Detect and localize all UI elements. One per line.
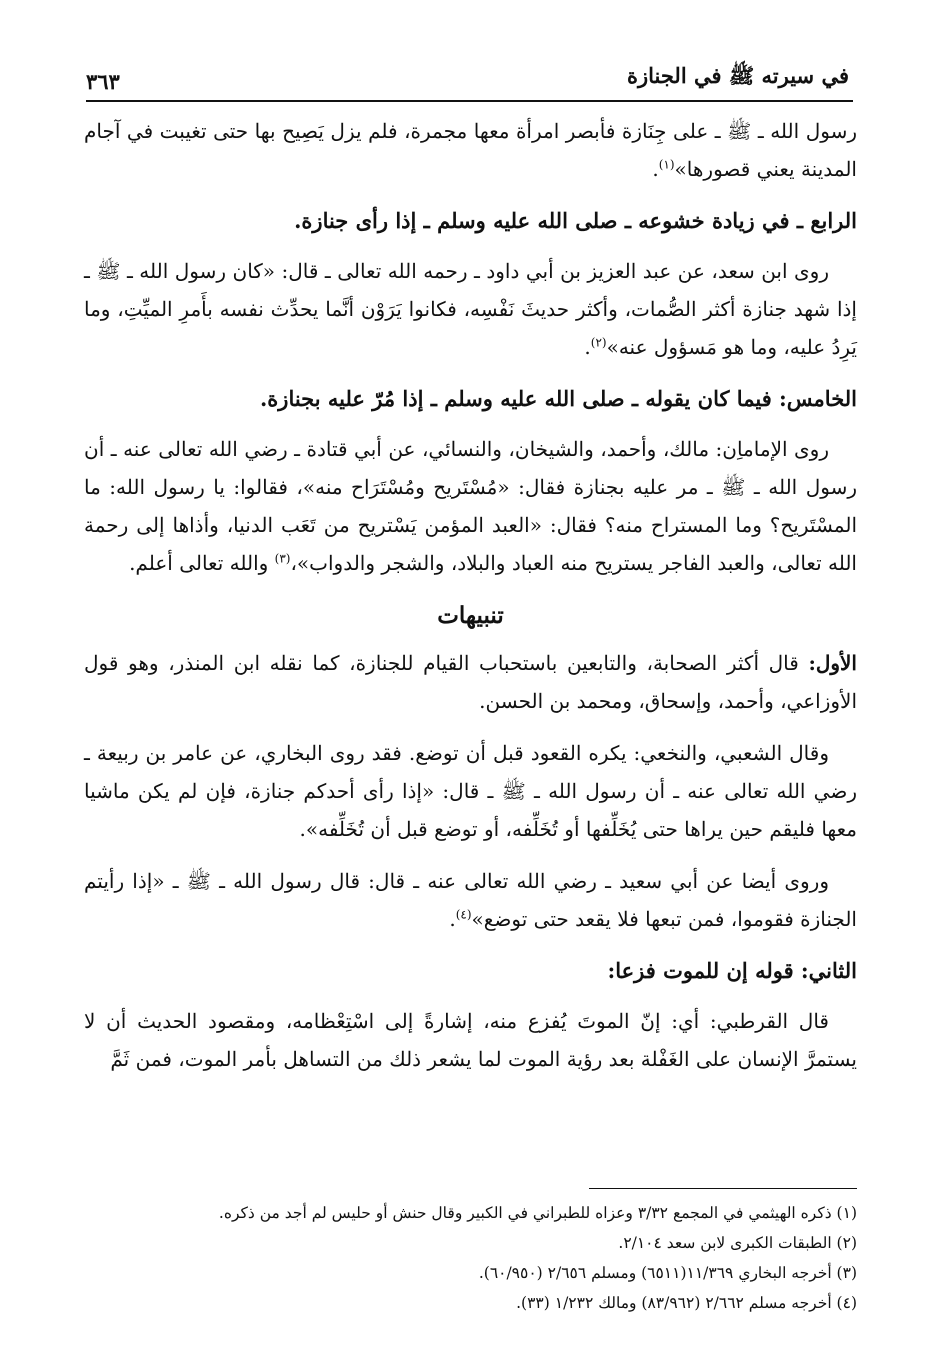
footnote-ref: (٤): [455, 907, 472, 922]
footnote: (٣) أخرجه البخاري ١١/٣٦٩(٦٥١١) ومسلم ٢/٦٥٦ (٦٠/٩٥٠).: [478, 1264, 857, 1282]
footnote-rule: [589, 1188, 857, 1189]
paragraph: [84, 430, 857, 582]
paragraph-text: وقال الشعبي، والنخعي: يكره القعود قبل أن توضع. فقد روى البخاري، عن عامر بن ربيعة ـ رضي الله تعالى عنه ـ أن رسول الله ـ ﷺ ـ قال: «إذا رأى أحدكم جنازة، فإن لم يكن ماشيا معها فليقم حين يراها حتى يُخَلِّفها أو تُخَلِّفه، أو توضع قبل أن تُخَلِّفه».: [84, 741, 857, 841]
paragraph: روى ابن سعد، عن عبد العزيز بن أبي داود ـ رحمه الله تعالى ـ قال: «كان رسول الله ـ ﷺ ـ إذا شهد جنازة أكثر الصُّمات، وأكثر حديثَ نَفْسِه، فكانوا يَرَوْن أنَّما يحدِّث نفسه بأَمرِ الميِّتِ، وما يَرِدُ عليه، وما هو مَسؤول عنه»$^{(٢)}$.: [84, 259, 857, 359]
paragraph-text: روى الإماماِن: مالك، وأحمد، والشيخان، والنسائي، عن أبي قتادة ـ رضي الله تعالى عنه ـ أن رسول الله ـ ﷺ ـ مر عليه بجنازة فقال: «مُسْتَريح ومُسْتَرَاح منه»، فقالوا: يا رسول الله: ما المسْتَريح؟ وما المستراح منه؟ فقال: «العبد المؤمن يَسْتريح من تَعَب الدنيا، وأذاها إلى رحمة الله تعالى، والعبد الفاجر يستريح منه العباد والبلاد، والشجر والدواب»،: [84, 437, 857, 575]
paragraph-text: روى ابن سعد، عن عبد العزيز بن أبي داود ـ رحمه الله تعالى ـ قال: «كان رسول الله ـ ﷺ ـ إذا شهد جنازة أكثر الصُّمات، وأكثر حديثَ نَفْسِه، فكانوا يَرَوْن أنَّما يحدِّث نفسه بأَمرِ الميِّتِ، وما يَرِدُ عليه، وما هو مَسؤول عنه»: [84, 259, 857, 359]
paragraph-ending: والله تعالى أعلم.: [129, 551, 269, 575]
paragraph: [84, 1002, 857, 1078]
footnotes: [84, 1198, 857, 1318]
footnote: (١) ذكره الهيثمي في المجمع ٣/٣٢ وعزاه للطبراني في الكبير وقال حنش أو حليس لم أجد من ذكره.: [218, 1204, 857, 1222]
point-label-first: الأول:: [808, 651, 857, 675]
paragraph: [84, 644, 857, 720]
section-title: تنبيهات: [437, 602, 504, 629]
paragraph-text: قال أكثر الصحابة، والتابعين باستحباب القيام للجنازة، كما نقله ابن المنذر، وهو قول الأوزاعي، وأحمد، وإسحاق، ومحمد بن الحسن.: [84, 651, 857, 713]
footnote-ref: (٢): [590, 335, 607, 350]
paragraph: رسول الله ـ ﷺ ـ على جِنَازة فأبصر امرأة معها مجمرة، فلم يزل يَصِيح بها حتى تغيبت في آجام المدينة يعني قصورها»$^{(١)}$.: [84, 119, 857, 181]
footnote: (٢) الطبقات الكبرى لابن سعد ٢/١٠٤.: [618, 1234, 857, 1252]
subheading-second: الثاني: قوله إن للموت فزعا:: [607, 958, 857, 983]
paragraph-text: رسول الله ـ ﷺ ـ على جِنَازة فأبصر امرأة معها مجمرة، فلم يزل يَصِيح بها حتى تغيبت في آجام المدينة يعني قصورها»: [84, 119, 857, 181]
chapter-title: في سيرته ﷺ في الجنازة: [627, 63, 849, 88]
footnote-ref: (٣): [274, 551, 291, 566]
paragraph-text: قال القرطبي: أي: إنّ الموتَ يُفزع منه، إشارةً إلى اسْتِعْظامه، ومقصود الحديث أن لا يستمرَّ الإنسان على الغَفْلة بعد رؤية الموت لما يشعر ذلك من التساهل بأمر الموت، فمن ثَمَّ: [84, 1009, 857, 1071]
header-rule: [86, 100, 853, 102]
paragraph: [84, 734, 857, 848]
main-text: [84, 112, 857, 1092]
subheading-fifth: الخامس: فيما كان يقوله ـ صلى الله عليه وسلم ـ إذا مُرّ عليه بجنازة.: [259, 386, 857, 411]
footnote-ref: (١): [658, 157, 675, 172]
running-head: [86, 58, 849, 94]
paragraph: وروى أيضا عن أبي سعيد ـ رضي الله تعالى عنه ـ قال: قال رسول الله ـ ﷺ ـ «إذا رأيتم الجنازة فقوموا، فمن تبعها فلا يقعد حتى توضع»$^{(٤)}$.: [84, 869, 857, 931]
footnote: (٤) أخرجه مسلم ٢/٦٦٢ (٨٣/٩٦٢) ومالك ١/٢٣٢ (٣٣).: [516, 1294, 857, 1312]
paragraph-text: وروى أيضا عن أبي سعيد ـ رضي الله تعالى عنه ـ قال: قال رسول الله ـ ﷺ ـ «إذا رأيتم الجنازة فقوموا، فمن تبعها فلا يقعد حتى توضع»: [84, 869, 857, 931]
subheading-fourth: الرابع ـ في زيادة خشوعه ـ صلى الله عليه وسلم ـ إذا رأى جنازة.: [294, 208, 857, 233]
page-number: ٣٦٣: [86, 69, 120, 94]
